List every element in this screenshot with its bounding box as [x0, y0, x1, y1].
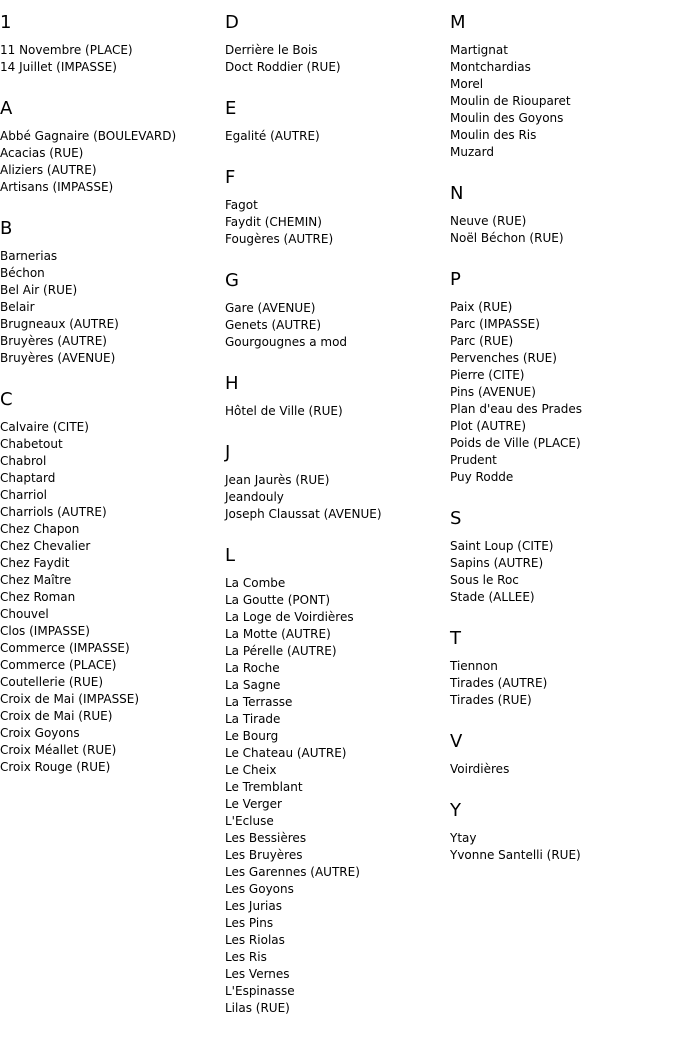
- street-list-item: [225, 334, 445, 351]
- street-link[interactable]: Croix Rouge (RUE): [0, 760, 111, 774]
- street-list-item: [450, 555, 670, 572]
- street-link[interactable]: Ytay: [450, 831, 477, 845]
- street-link[interactable]: Artisans (IMPASSE): [0, 180, 114, 194]
- street-link[interactable]: Sous le Roc: [450, 573, 519, 587]
- street-link[interactable]: Clos (IMPASSE): [0, 624, 90, 638]
- street-link[interactable]: Chez Chevalier: [0, 539, 91, 553]
- street-link[interactable]: Le Bourg: [225, 729, 279, 743]
- street-list: [450, 761, 670, 778]
- letter-section: [225, 270, 445, 351]
- street-list-item: [225, 677, 445, 694]
- street-list-item: [225, 472, 445, 489]
- street-list-item: [450, 333, 670, 350]
- street-link[interactable]: Croix Méallet (RUE): [0, 743, 117, 757]
- street-link[interactable]: La Sagne: [225, 678, 281, 692]
- street-index-column-3: [450, 12, 670, 886]
- street-link[interactable]: La Pérelle (AUTRE): [225, 644, 337, 658]
- street-link[interactable]: Parc (IMPASSE): [450, 317, 540, 331]
- street-link[interactable]: Lilas (RUE): [225, 1001, 290, 1015]
- street-list-item: [450, 830, 670, 847]
- street-list-item: [225, 300, 445, 317]
- letter-section: [450, 269, 670, 486]
- street-link[interactable]: Charriols (AUTRE): [0, 505, 107, 519]
- street-list-item: [225, 128, 445, 145]
- street-link[interactable]: Stade (ALLEE): [450, 590, 535, 604]
- street-list-item: [0, 299, 220, 316]
- street-link[interactable]: Calvaire (CITE): [0, 420, 89, 434]
- street-link[interactable]: Morel: [450, 77, 484, 91]
- street-list-item: [225, 42, 445, 59]
- street-list: [450, 42, 670, 161]
- street-list: [450, 538, 670, 606]
- street-list-item: [450, 435, 670, 452]
- letter-section: [450, 183, 670, 247]
- street-list-item: [450, 316, 670, 333]
- letter-section: [225, 373, 445, 420]
- street-link[interactable]: Tirades (AUTRE): [450, 676, 548, 690]
- section-letter-heading: H: [225, 373, 239, 394]
- street-link[interactable]: Les Jurias: [225, 899, 282, 913]
- street-link[interactable]: Yvonne Santelli (RUE): [450, 848, 581, 862]
- street-link[interactable]: Le Tremblant: [225, 780, 303, 794]
- street-list-item: [0, 708, 220, 725]
- street-list: [450, 658, 670, 709]
- street-link[interactable]: Pervenches (RUE): [450, 351, 557, 365]
- section-letter-heading: N: [450, 183, 464, 204]
- street-list-item: [450, 299, 670, 316]
- street-link[interactable]: Le Cheix: [225, 763, 277, 777]
- street-link[interactable]: Bruyères (AUTRE): [0, 334, 107, 348]
- street-link[interactable]: Martignat: [450, 43, 508, 57]
- street-list-item: [0, 333, 220, 350]
- street-list-item: [0, 350, 220, 367]
- street-list-item: [225, 864, 445, 881]
- street-list-item: [450, 469, 670, 486]
- street-list-item: [0, 316, 220, 333]
- street-list-item: [225, 898, 445, 915]
- street-link[interactable]: Les Ris: [225, 950, 267, 964]
- street-list-item: [450, 675, 670, 692]
- street-list-item: [0, 742, 220, 759]
- street-link[interactable]: Moulin des Ris: [450, 128, 537, 142]
- street-link[interactable]: Tirades (RUE): [450, 693, 532, 707]
- street-link[interactable]: 11 Novembre (PLACE): [0, 43, 133, 57]
- street-list-item: [450, 213, 670, 230]
- street-link[interactable]: Joseph Claussat (AVENUE): [225, 507, 382, 521]
- street-list-item: [450, 589, 670, 606]
- street-link[interactable]: Commerce (PLACE): [0, 658, 117, 672]
- street-link[interactable]: Croix de Mai (IMPASSE): [0, 692, 140, 706]
- street-link[interactable]: La Goutte (PONT): [225, 593, 331, 607]
- street-list-item: [225, 847, 445, 864]
- street-list-item: [0, 538, 220, 555]
- street-link[interactable]: Genets (AUTRE): [225, 318, 322, 332]
- street-link[interactable]: Chabetout: [0, 437, 63, 451]
- street-link[interactable]: Les Riolas: [225, 933, 285, 947]
- street-list-item: [0, 436, 220, 453]
- street-link[interactable]: Les Bruyères: [225, 848, 303, 862]
- street-link[interactable]: Sapins (AUTRE): [450, 556, 544, 570]
- street-link[interactable]: Montchardias: [450, 60, 531, 74]
- street-list-item: [225, 881, 445, 898]
- street-link[interactable]: Chez Roman: [0, 590, 76, 604]
- street-link[interactable]: Chez Maître: [0, 573, 72, 587]
- street-list-item: [0, 179, 220, 196]
- street-link[interactable]: La Motte (AUTRE): [225, 627, 331, 641]
- street-list-item: [450, 538, 670, 555]
- street-link[interactable]: Les Pins: [225, 916, 274, 930]
- street-list-item: [0, 59, 220, 76]
- street-list-item: [0, 759, 220, 776]
- street-link[interactable]: Le Chateau (AUTRE): [225, 746, 347, 760]
- street-list-item: [225, 197, 445, 214]
- street-list-item: [450, 847, 670, 864]
- street-link[interactable]: Le Verger: [225, 797, 282, 811]
- letter-section: [450, 800, 670, 864]
- street-list-item: [450, 42, 670, 59]
- section-letter-heading: G: [225, 270, 239, 291]
- street-list-item: [225, 214, 445, 231]
- street-link[interactable]: Chez Faydit: [0, 556, 70, 570]
- section-letter-heading: Y: [450, 800, 461, 821]
- street-index-column-2: [225, 12, 445, 1039]
- street-link[interactable]: Saint Loup (CITE): [450, 539, 554, 553]
- street-list-item: [225, 626, 445, 643]
- street-list: [0, 128, 220, 196]
- street-link[interactable]: Chouvel: [0, 607, 49, 621]
- street-link[interactable]: Pins (AVENUE): [450, 385, 536, 399]
- street-link[interactable]: Charriol: [0, 488, 48, 502]
- street-link[interactable]: Brugneaux (AUTRE): [0, 317, 119, 331]
- street-link[interactable]: Bruyères (AVENUE): [0, 351, 116, 365]
- street-list-item: [0, 145, 220, 162]
- street-link[interactable]: Fagot: [225, 198, 258, 212]
- street-list-item: [0, 504, 220, 521]
- street-list-item: [225, 932, 445, 949]
- street-list-item: [450, 110, 670, 127]
- street-link[interactable]: Puy Rodde: [450, 470, 514, 484]
- street-list: [0, 42, 220, 76]
- street-list-item: [0, 470, 220, 487]
- street-link[interactable]: La Tirade: [225, 712, 281, 726]
- street-list-item: [225, 966, 445, 983]
- street-link[interactable]: Barnerias: [0, 249, 58, 263]
- street-link[interactable]: La Roche: [225, 661, 280, 675]
- street-list-item: [0, 555, 220, 572]
- section-letter-heading: 1: [0, 12, 12, 33]
- street-list-item: [450, 93, 670, 110]
- street-link[interactable]: Pierre (CITE): [450, 368, 525, 382]
- letter-section: [225, 545, 445, 1017]
- street-list-item: [450, 761, 670, 778]
- street-list-item: [450, 76, 670, 93]
- street-list: [450, 299, 670, 486]
- street-link[interactable]: Poids de Ville (PLACE): [450, 436, 581, 450]
- letter-section: [450, 628, 670, 709]
- street-list-item: [225, 643, 445, 660]
- street-list: [0, 419, 220, 776]
- street-list-item: [0, 42, 220, 59]
- street-link[interactable]: Chaptard: [0, 471, 56, 485]
- street-link[interactable]: Neuve (RUE): [450, 214, 527, 228]
- street-link[interactable]: Les Goyons: [225, 882, 294, 896]
- street-link[interactable]: 14 Juillet (IMPASSE): [0, 60, 117, 74]
- street-list-item: [0, 623, 220, 640]
- street-link[interactable]: Parc (RUE): [450, 334, 514, 348]
- street-list-item: [0, 691, 220, 708]
- letter-section: [0, 389, 220, 776]
- street-list-item: [225, 231, 445, 248]
- letter-section: [225, 167, 445, 248]
- street-list-item: [450, 384, 670, 401]
- section-letter-heading: J: [225, 442, 231, 463]
- letter-section: [0, 98, 220, 196]
- section-letter-heading: C: [0, 389, 13, 410]
- street-link[interactable]: Les Garennes (AUTRE): [225, 865, 360, 879]
- street-list-item: [225, 728, 445, 745]
- street-link[interactable]: Egalité (AUTRE): [225, 129, 320, 143]
- street-link[interactable]: Voirdières: [450, 762, 510, 776]
- street-list-item: [450, 230, 670, 247]
- street-link[interactable]: Hôtel de Ville (RUE): [225, 404, 343, 418]
- street-list-item: [225, 745, 445, 762]
- street-link[interactable]: Gourgougnes a mod: [225, 335, 348, 349]
- street-link[interactable]: Abbé Gagnaire (BOULEVARD): [0, 129, 177, 143]
- section-letter-heading: D: [225, 12, 239, 33]
- street-link[interactable]: Gare (AVENUE): [225, 301, 316, 315]
- street-list-item: [225, 779, 445, 796]
- street-link[interactable]: Doct Roddier (RUE): [225, 60, 341, 74]
- street-list-item: [225, 506, 445, 523]
- street-list: [450, 213, 670, 247]
- street-link[interactable]: Croix Goyons: [0, 726, 80, 740]
- street-list-item: [450, 692, 670, 709]
- street-list-item: [0, 572, 220, 589]
- street-list-item: [0, 162, 220, 179]
- street-list-item: [225, 915, 445, 932]
- street-link[interactable]: Les Bessières: [225, 831, 307, 845]
- street-list-item: [225, 317, 445, 334]
- street-list-item: [0, 674, 220, 691]
- street-link[interactable]: La Combe: [225, 576, 286, 590]
- street-list: [225, 403, 445, 420]
- street-list-item: [225, 830, 445, 847]
- street-list-item: [225, 694, 445, 711]
- street-list-item: [0, 453, 220, 470]
- letter-section: [0, 218, 220, 367]
- street-link[interactable]: Plot (AUTRE): [450, 419, 527, 433]
- street-link[interactable]: Bel Air (RUE): [0, 283, 78, 297]
- street-list-item: [450, 658, 670, 675]
- letter-section: [450, 508, 670, 606]
- street-list: [225, 42, 445, 76]
- street-list-item: [225, 1000, 445, 1017]
- street-list-item: [225, 796, 445, 813]
- street-link[interactable]: Aliziers (AUTRE): [0, 163, 97, 177]
- street-list-item: [0, 265, 220, 282]
- street-link[interactable]: Jean Jaurès (RUE): [225, 473, 330, 487]
- street-list-item: [0, 606, 220, 623]
- street-link[interactable]: Les Vernes: [225, 967, 290, 981]
- street-list-item: [450, 401, 670, 418]
- street-list-item: [225, 403, 445, 420]
- letter-section: [450, 12, 670, 161]
- street-list-item: [0, 282, 220, 299]
- street-list: [225, 575, 445, 1017]
- street-list-item: [225, 762, 445, 779]
- street-list-item: [450, 572, 670, 589]
- letter-section: [225, 12, 445, 76]
- street-list: [225, 300, 445, 351]
- street-list-item: [450, 452, 670, 469]
- street-list-item: [0, 128, 220, 145]
- street-link[interactable]: Moulin de Riouparet: [450, 94, 571, 108]
- street-link[interactable]: Chabrol: [0, 454, 47, 468]
- street-link[interactable]: Chez Chapon: [0, 522, 80, 536]
- street-list: [0, 248, 220, 367]
- street-link[interactable]: L'Espinasse: [225, 984, 295, 998]
- street-link[interactable]: Tiennon: [450, 659, 498, 673]
- street-list-item: [0, 487, 220, 504]
- street-list-item: [0, 248, 220, 265]
- section-letter-heading: V: [450, 731, 463, 752]
- street-list-item: [0, 419, 220, 436]
- street-list-item: [225, 59, 445, 76]
- street-list-item: [450, 127, 670, 144]
- section-letter-heading: A: [0, 98, 13, 119]
- letter-section: [225, 98, 445, 145]
- section-letter-heading: M: [450, 12, 466, 33]
- section-letter-heading: E: [225, 98, 237, 119]
- street-list: [225, 197, 445, 248]
- street-list-item: [450, 367, 670, 384]
- street-list-item: [225, 575, 445, 592]
- street-list-item: [0, 640, 220, 657]
- street-link[interactable]: Fougères (AUTRE): [225, 232, 334, 246]
- street-link[interactable]: Jeandouly: [225, 490, 284, 504]
- section-letter-heading: T: [450, 628, 461, 649]
- street-link[interactable]: Muzard: [450, 145, 494, 159]
- street-list-item: [225, 711, 445, 728]
- street-link[interactable]: Commerce (IMPASSE): [0, 641, 130, 655]
- street-list: [225, 472, 445, 523]
- street-list-item: [0, 589, 220, 606]
- street-list: [225, 128, 445, 145]
- street-link[interactable]: La Loge de Voirdières: [225, 610, 354, 624]
- street-list-item: [225, 592, 445, 609]
- street-link[interactable]: Noël Béchon (RUE): [450, 231, 564, 245]
- section-letter-heading: L: [225, 545, 236, 566]
- street-link[interactable]: Béchon: [0, 266, 45, 280]
- street-list-item: [225, 489, 445, 506]
- street-list-item: [225, 609, 445, 626]
- street-link[interactable]: Belair: [0, 300, 35, 314]
- street-list-item: [225, 983, 445, 1000]
- section-letter-heading: S: [450, 508, 462, 529]
- street-link[interactable]: Coutellerie (RUE): [0, 675, 103, 689]
- street-link[interactable]: Croix de Mai (RUE): [0, 709, 113, 723]
- street-link[interactable]: Acacias (RUE): [0, 146, 84, 160]
- street-list: [450, 830, 670, 864]
- section-letter-heading: B: [0, 218, 13, 239]
- street-list-item: [225, 949, 445, 966]
- street-link[interactable]: Faydit (CHEMIN): [225, 215, 322, 229]
- letter-section: [0, 12, 220, 76]
- street-list-item: [0, 657, 220, 674]
- street-list-item: [450, 59, 670, 76]
- street-list-item: [0, 521, 220, 538]
- street-link[interactable]: Prudent: [450, 453, 497, 467]
- letter-section: [450, 731, 670, 778]
- street-list-item: [450, 350, 670, 367]
- section-letter-heading: F: [225, 167, 236, 188]
- street-list-item: [225, 813, 445, 830]
- street-list-item: [450, 144, 670, 161]
- street-link[interactable]: Derrière le Bois: [225, 43, 318, 57]
- street-list-item: [0, 725, 220, 742]
- street-link[interactable]: Moulin des Goyons: [450, 111, 564, 125]
- street-link[interactable]: Paix (RUE): [450, 300, 513, 314]
- street-link[interactable]: Plan d'eau des Prades: [450, 402, 583, 416]
- street-link[interactable]: L'Ecluse: [225, 814, 274, 828]
- street-index-column-1: [0, 12, 220, 798]
- section-letter-heading: P: [450, 269, 461, 290]
- letter-section: [225, 442, 445, 523]
- street-list-item: [225, 660, 445, 677]
- street-list-item: [450, 418, 670, 435]
- street-link[interactable]: La Terrasse: [225, 695, 293, 709]
